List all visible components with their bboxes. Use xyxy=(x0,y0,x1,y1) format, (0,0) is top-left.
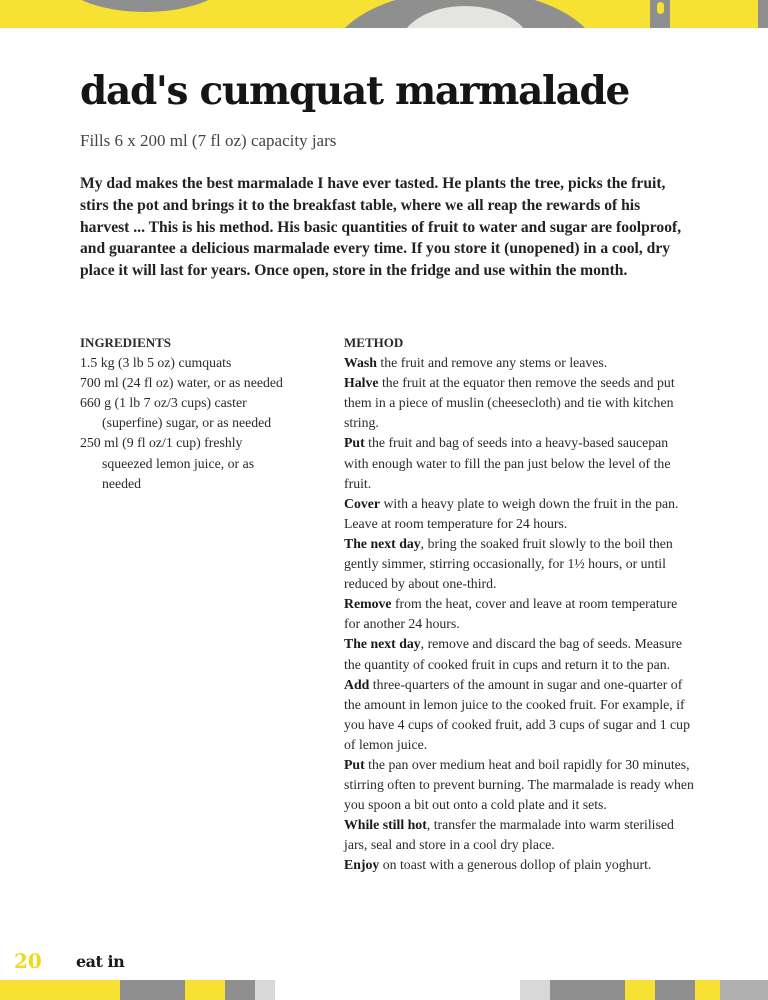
method-step xyxy=(344,855,696,875)
ingredient-item: 660 g (1 lb 7 oz/3 cups) caster (superfine) sugar, or as needed xyxy=(80,395,272,431)
method-step xyxy=(344,755,696,815)
method-step-text: the fruit at the equator then remove the seeds and put them in a piece of muslin (cheesecloth) and tie with kitchen string. xyxy=(344,375,675,431)
method-step-lead: Wash xyxy=(344,355,377,371)
method-step xyxy=(344,634,696,674)
method-step-lead: Enjoy xyxy=(344,857,380,873)
method-step-lead: The next day xyxy=(344,636,421,652)
method-step-text: the pan over medium heat and boil rapidly for 30 minutes, stirring often to prevent burning. The marmalade is ready when you spoon a bit out onto a cold plate and it sets. xyxy=(344,756,694,813)
method-step-text: , bring the soaked fruit slowly to the boil then gently simmer, stirring occasionally, for 1½ hours, or until reduced by about one-third. xyxy=(344,535,673,592)
method-step xyxy=(344,815,696,855)
ingredient-item: 1.5 kg (3 lb 5 oz) cumquats xyxy=(80,355,232,371)
ingredient-item: 700 ml (24 fl oz) water, or as needed xyxy=(80,375,283,391)
recipe-title: dad's cumquat marmalade xyxy=(80,68,630,114)
method-step-text: with a heavy plate to weigh down the fruit in the pan. Leave at room temperature for 24 hours. xyxy=(344,495,679,531)
method-step xyxy=(344,594,696,634)
recipe-yield: Fills 6 x 200 ml (7 fl oz) capacity jars xyxy=(80,131,337,150)
method-step-lead: Halve xyxy=(344,375,379,391)
method-step-lead: Put xyxy=(344,756,365,772)
method-step xyxy=(344,433,696,493)
method-step-lead: While still hot xyxy=(344,817,427,833)
method-step-text: on toast with a generous dollop of plain yoghurt. xyxy=(379,857,652,873)
method-step-lead: Cover xyxy=(344,495,381,511)
method-section xyxy=(344,333,696,876)
ingredients-heading: INGREDIENTS xyxy=(80,335,172,350)
method-step-text: three-quarters of the amount in sugar and one-quarter of the amount in lemon juice to the cooked fruit. For example, if you have 4 cups of cooked fruit, add 3 cups of sugar and 1 cup of lemon juice. xyxy=(344,676,690,752)
recipe-intro: My dad makes the best marmalade I have ever tasted. He plants the tree, picks the fruit, stirs the pot and brings it to the breakfast table, where we all reap the rewards of his harvest ... This is his method. His basic quantities of fruit to water and sugar are foolproof, and guarantee a delicious marmalade every time. If you store it (unopened) in a cool, dry place it will last for years. Once open, store in the fridge and use within the month. xyxy=(80,175,682,280)
method-step-text: , transfer the marmalade into warm sterilised jars, seal and store in a cool dry place. xyxy=(344,817,674,853)
decorative-top-band xyxy=(0,0,768,28)
ingredients-section xyxy=(80,333,330,494)
method-step-lead: Remove xyxy=(344,596,392,612)
method-step-lead: Put xyxy=(344,435,365,451)
section-name: eat in xyxy=(76,952,125,971)
method-step-text: , remove and discard the bag of seeds. Measure the quantity of cooked fruit in cups and return it to the pan. xyxy=(344,636,682,672)
decorative-bottom-band xyxy=(0,980,768,1000)
method-step xyxy=(344,534,696,594)
method-step-lead: Add xyxy=(344,676,370,692)
method-step xyxy=(344,353,696,373)
method-step-lead: The next day xyxy=(344,535,421,551)
method-step-text: the fruit and bag of seeds into a heavy-based saucepan with enough water to fill the pan just below the level of the fruit. xyxy=(344,435,671,491)
method-step xyxy=(344,675,696,755)
method-step xyxy=(344,373,696,433)
ingredient-item: 250 ml (9 fl oz/1 cup) freshly squeezed lemon juice, or as needed xyxy=(80,435,255,491)
method-heading: METHOD xyxy=(344,335,404,350)
method-step xyxy=(344,494,696,534)
method-step-text: from the heat, cover and leave at room temperature for another 24 hours. xyxy=(344,596,678,632)
page-number: 20 xyxy=(14,949,42,973)
method-step-text: the fruit and remove any stems or leaves. xyxy=(376,355,608,371)
